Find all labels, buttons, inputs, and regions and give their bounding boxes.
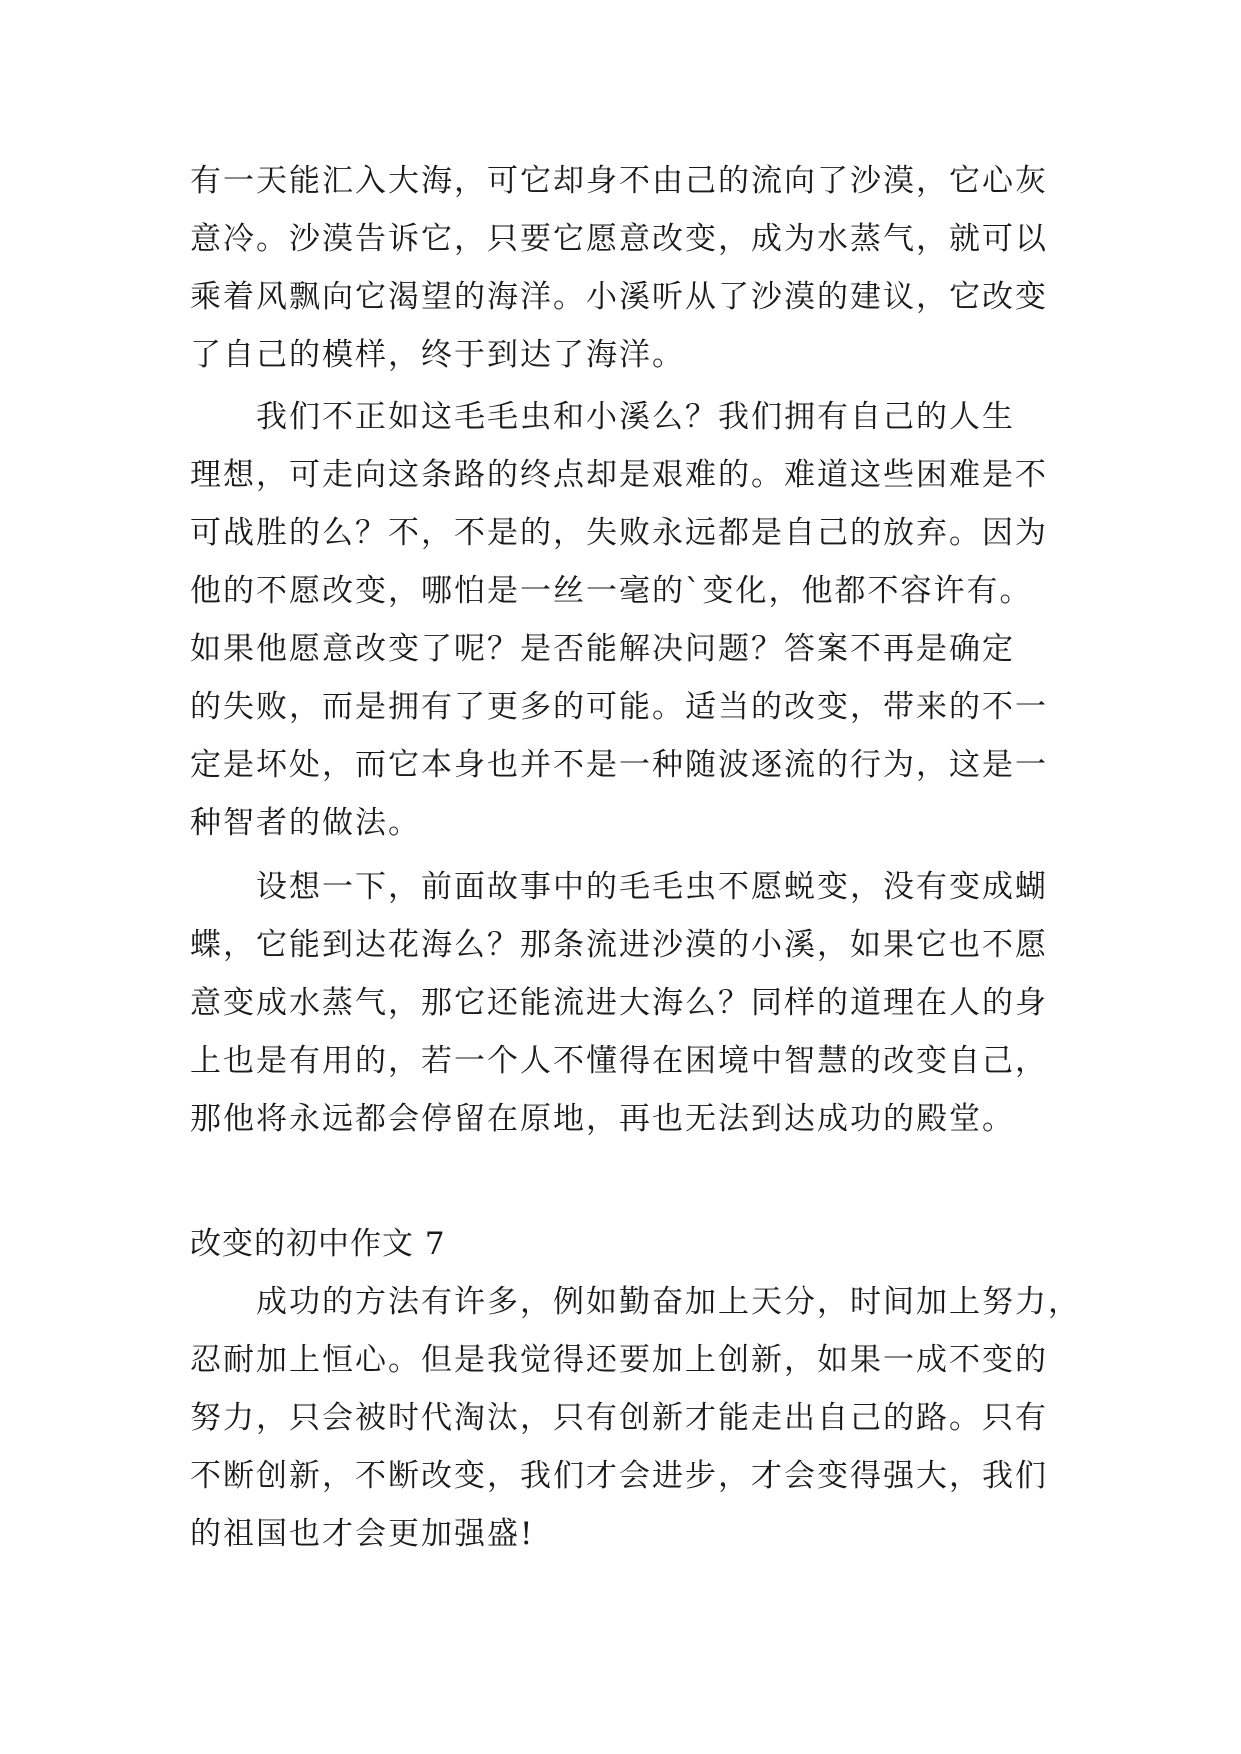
text-line: 的失败，而是拥有了更多的可能。适当的改变，带来的不一 — [190, 689, 1048, 725]
text-line: 种智者的做法。 — [190, 805, 421, 841]
text-line: 努力，只会被时代淘汰，只有创新才能走出自己的路。只有 — [190, 1400, 1048, 1436]
text-line: 如果他愿意改变了呢？是否能解决问题？答案不再是确定 — [190, 631, 1015, 667]
text-line: 我们不正如这毛毛虫和小溪么？我们拥有自己的人生 — [256, 399, 1015, 435]
text-line: 可战胜的么？不，不是的，失败永远都是自己的放弃。因为 — [190, 515, 1048, 551]
text-line: 有一天能汇入大海，可它却身不由己的流向了沙漠，它心灰 — [190, 163, 1048, 199]
text-line: 不断创新，不断改变，我们才会进步，才会变得强大，我们 — [190, 1458, 1048, 1494]
text-line: 乘着风飘向它渴望的海洋。小溪听从了沙漠的建议，它改变 — [190, 279, 1048, 315]
text-line: 那他将永远都会停留在原地，再也无法到达成功的殿堂。 — [190, 1101, 1015, 1137]
paragraph-3 — [190, 858, 1070, 1148]
text-line: 了自己的模样，终于到达了海洋。 — [190, 337, 685, 373]
paragraph-1 — [190, 152, 1070, 384]
text-line: 意变成水蒸气，那它还能流进大海么？同样的道理在人的身 — [190, 985, 1048, 1021]
text-line: 忍耐加上恒心。但是我觉得还要加上创新，如果一成不变的 — [190, 1342, 1048, 1378]
text-line: 定是坏处，而它本身也并不是一种随波逐流的行为，这是一 — [190, 747, 1048, 783]
text-line: 意冷。沙漠告诉它，只要它愿意改变，成为水蒸气，就可以 — [190, 221, 1048, 257]
text-line: 成功的方法有许多，例如勤奋加上天分，时间加上努力， — [256, 1284, 1081, 1320]
text-line: 上也是有用的，若一个人不懂得在困境中智慧的改变自己， — [190, 1043, 1048, 1079]
section-heading: 改变的初中作文 7 — [190, 1226, 446, 1262]
text-line: 他的不愿改变，哪怕是一丝一毫的`变化，他都不容许有。 — [190, 573, 1033, 609]
paragraph-2 — [190, 388, 1070, 852]
text-line: 理想，可走向这条路的终点却是艰难的。难道这些困难是不 — [190, 457, 1048, 493]
text-line: 蝶，它能到达花海么？那条流进沙漠的小溪，如果它也不愿 — [190, 927, 1048, 963]
text-line: 的祖国也才会更加强盛! — [190, 1516, 535, 1552]
text-line: 设想一下，前面故事中的毛毛虫不愿蜕变，没有变成蝴 — [256, 869, 1048, 905]
paragraph-4 — [190, 1273, 1081, 1563]
